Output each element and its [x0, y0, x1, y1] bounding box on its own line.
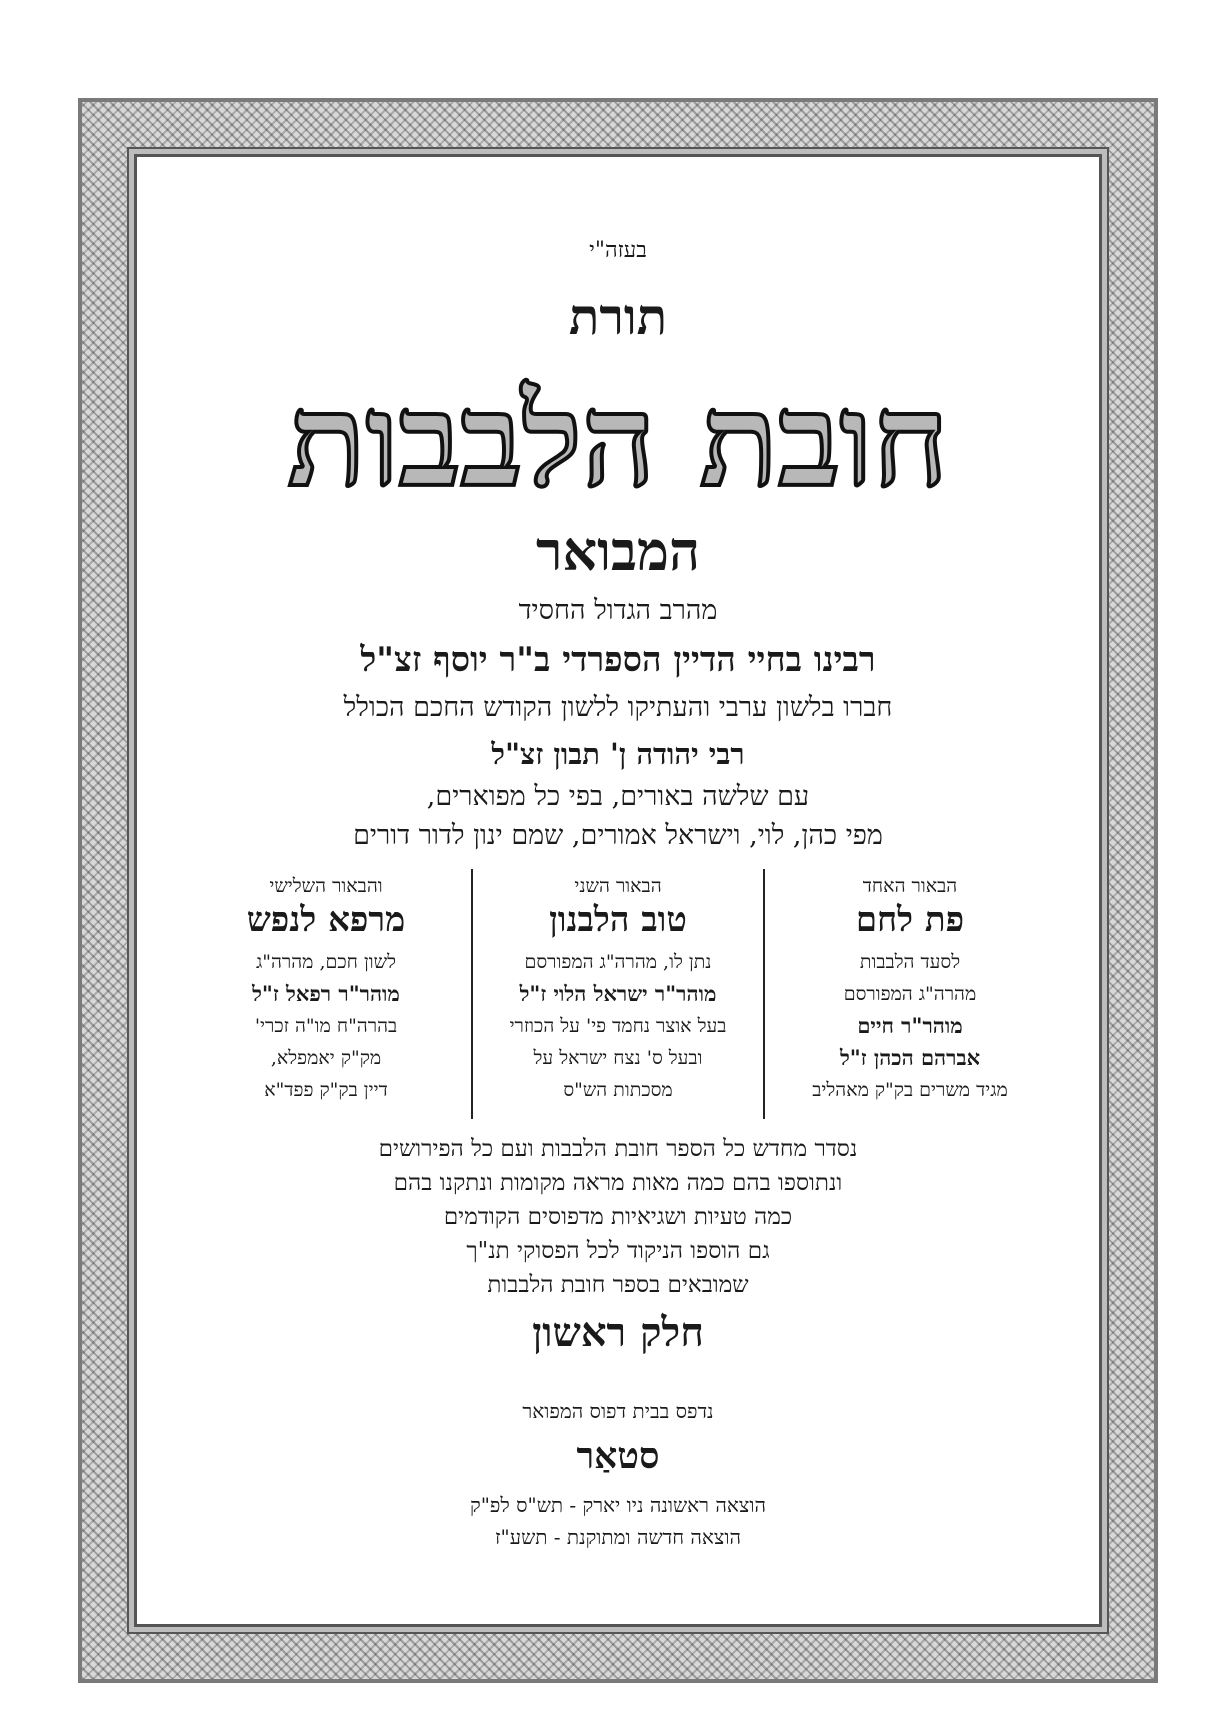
commentary-line: לשון חכם, מהרה"ג — [255, 951, 396, 973]
main-title-text: חובת הלבבות — [287, 366, 949, 515]
subtitle: המבואר — [535, 519, 701, 583]
commentary-line: מק"ק יאמפלא, — [270, 1047, 382, 1069]
edition-note-line: ונתוספו בהם כמה מאות מראה מקומות ונתקנו בהם — [393, 1170, 843, 1196]
printer-place: סטאַר — [576, 1435, 660, 1477]
commentary-line: מוהר"ר רפאל ז"ל — [252, 981, 400, 1006]
commentary-line: אברהם הכהן ז"ל — [839, 1045, 981, 1070]
edition-note-line: כמה טעיות ושגיאיות מדפוסים הקודמים — [443, 1204, 793, 1230]
commentary-line: ובעל ס' נצח ישראל על — [533, 1047, 703, 1069]
torat-heading: תורת — [568, 287, 668, 346]
commentary-column-3 — [187, 869, 465, 1119]
author-name: רבינו בחיי הדיין הספרדי ב"ר יוסף זצ"ל — [360, 640, 876, 680]
commentary-line: בהרה"ח מו"ה זכרי' — [254, 1015, 398, 1037]
commentary-head: והבאור השלישי — [269, 875, 383, 897]
volume-label: חלק ראשון — [532, 1309, 704, 1356]
commentary-title: פת לחם — [855, 900, 965, 940]
translator-name: רבי יהודה ן' תבון זצ"ל — [491, 737, 745, 771]
commentary-line: נתן לו, מהרה"ג המפורסם — [524, 951, 712, 973]
column-divider — [763, 869, 765, 1119]
commentary-line: מוהר"ר ישראל הלוי ז"ל — [519, 981, 717, 1006]
commentary-head: הבאור השני — [574, 875, 662, 897]
edition-note-line: שמובאים בספר חובת הלבבות — [487, 1272, 749, 1298]
commentaries-intro: עם שלשה באורים, בפי כל מפוארים, — [426, 781, 810, 812]
commentaries-intro-2: מפי כהן, לוי, וישראל אמורים, שמם ינון לדור דורים — [353, 820, 883, 851]
commentary-line: לסעד הלבבות — [859, 951, 961, 973]
commentary-line: מוהר"ר חיים — [857, 1013, 963, 1038]
edition-new: הוצאה חדשה ומתוקנת - תשע"ז — [494, 1525, 742, 1549]
author-honorific: מהרב הגדול החסיד — [518, 595, 718, 626]
commentary-title: טוב הלבנון — [549, 900, 687, 940]
commentary-column-1 — [771, 869, 1049, 1119]
main-title — [137, 365, 1099, 515]
edition-note-line: נסדר מחדש כל הספר חובת הלבבות ועם כל הפירושים — [378, 1136, 858, 1162]
printer-note: נדפס בבית דפוס המפואר — [522, 1399, 714, 1423]
edition-info — [137, 1489, 1099, 1553]
commentary-title: מרפא לנפש — [246, 900, 406, 940]
commentary-line: מגיד משרים בק"ק מאהליב — [812, 1079, 1008, 1101]
title-page — [134, 154, 1102, 1627]
ornamental-border — [78, 98, 1158, 1683]
commentary-line: דיין בק"ק פפד"א — [264, 1079, 388, 1101]
commentaries-columns — [187, 869, 1049, 1119]
commentary-line: בעל אוצר נחמד פי' על הכוזרי — [509, 1015, 727, 1037]
edition-note-line: גם הוספו הניקוד לכל הפסוקי תנ"ך — [466, 1238, 770, 1264]
bezh-heading: בעזה"י — [589, 238, 647, 263]
translation-note: חברו בלשון ערבי והעתיקו ללשון הקודש החכם הכולל — [343, 692, 893, 723]
commentary-line: מהרה"ג המפורסם — [843, 983, 977, 1005]
edition-first: הוצאה ראשונה ניו יארק - תש"ס לפ"ק — [470, 1493, 766, 1517]
commentary-column-2 — [479, 869, 757, 1119]
commentary-head: הבאור האחד — [862, 875, 958, 897]
commentary-line: מסכתות הש"ס — [563, 1079, 673, 1101]
edition-notes — [137, 1132, 1099, 1302]
column-divider — [471, 869, 473, 1119]
